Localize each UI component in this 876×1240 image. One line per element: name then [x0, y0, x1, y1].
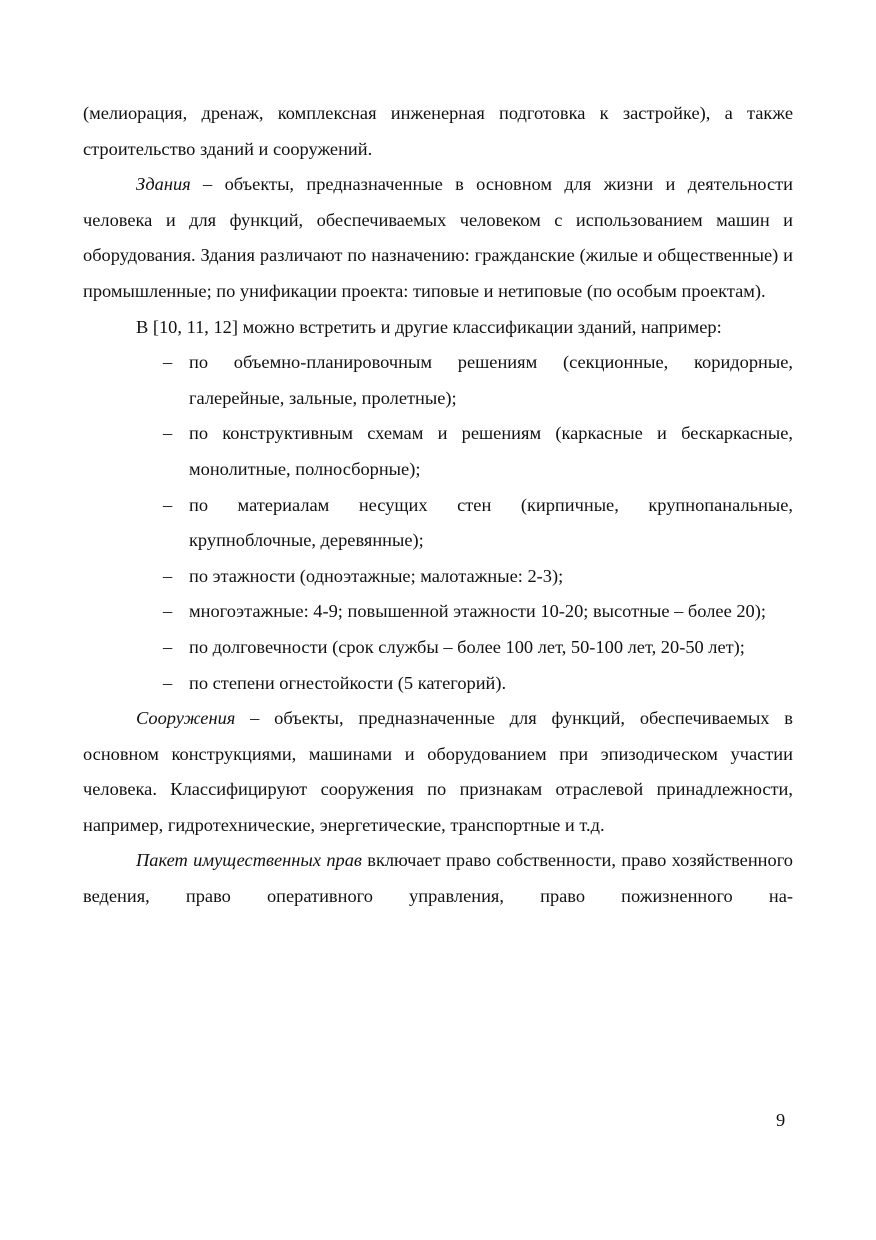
page-body — [83, 96, 793, 915]
list-item: – по долговечности (срок службы – более 100 лет, 50-100 лет, 20-50 лет); — [163, 630, 793, 666]
list-item: – по этажности (одноэтажные; малотажные: 2-3); — [163, 559, 793, 595]
list-item: – многоэтажные: 4-9; повышенной этажности 10-20; высотные – более 20); — [163, 594, 793, 630]
list-item: – по объемно-планировочным решениям (секционные, коридорные, галерейные, зальные, пролетные); — [163, 345, 793, 416]
page-number: 9 — [776, 1110, 786, 1130]
list-item: – по конструктивным схемам и решениям (каркасные и бескаркасные, монолитные, полносборные); — [163, 416, 793, 487]
list-dash: – — [163, 494, 173, 515]
list-dash: – — [163, 565, 173, 586]
list-dash: – — [163, 636, 173, 657]
paragraph-structures — [83, 701, 793, 843]
term-structures: Сооружения — [136, 708, 236, 729]
paragraph-property-rights — [83, 843, 793, 914]
paragraph-buildings — [83, 167, 793, 309]
term-buildings: Здания — [136, 174, 191, 195]
term-property-rights: Пакет имущественных прав — [136, 850, 362, 871]
list-dash: – — [163, 601, 173, 622]
paragraph-classifications: В [10, 11, 12] можно встретить и другие классификации зданий, например: — [136, 316, 722, 337]
classification-list — [83, 345, 793, 701]
paragraph-property-rights-text: включает право собственности, право хозяйственного ведения, право оперативного управления, право пожизненного на- — [83, 850, 793, 907]
paragraph-buildings-text: – объекты, предназначенные в основном для жизни и деятельности человека и для функций, обеспечиваемых человеком с использованием машин и оборудования. Здания различают по назначению: гражданские (жилые и общественные) и промышленные; по унификации проекта: типовые и нетиповые (по особым проектам). — [83, 174, 793, 301]
paragraph-structures-text: – объекты, предназначенные для функций, обеспечиваемых в основном конструкциями, машинами и оборудованием при эпизодическом участии человека. Классифицируют сооружения по признакам отраслевой принадлежности, например, гидротехнические, энергетические, транспортные и т.д. — [83, 708, 793, 835]
list-dash: – — [163, 352, 173, 373]
list-item: – по степени огнестойкости (5 категорий). — [163, 666, 793, 702]
list-dash: – — [163, 423, 173, 444]
paragraph-intro: (мелиорация, дренаж, комплексная инженерная подготовка к застройке), а также строительство зданий и сооружений. — [83, 103, 793, 159]
list-item: – по материалам несущих стен (кирпичные, крупнопанальные, крупноблочные, деревянные); — [163, 488, 793, 559]
list-dash: – — [163, 672, 173, 693]
